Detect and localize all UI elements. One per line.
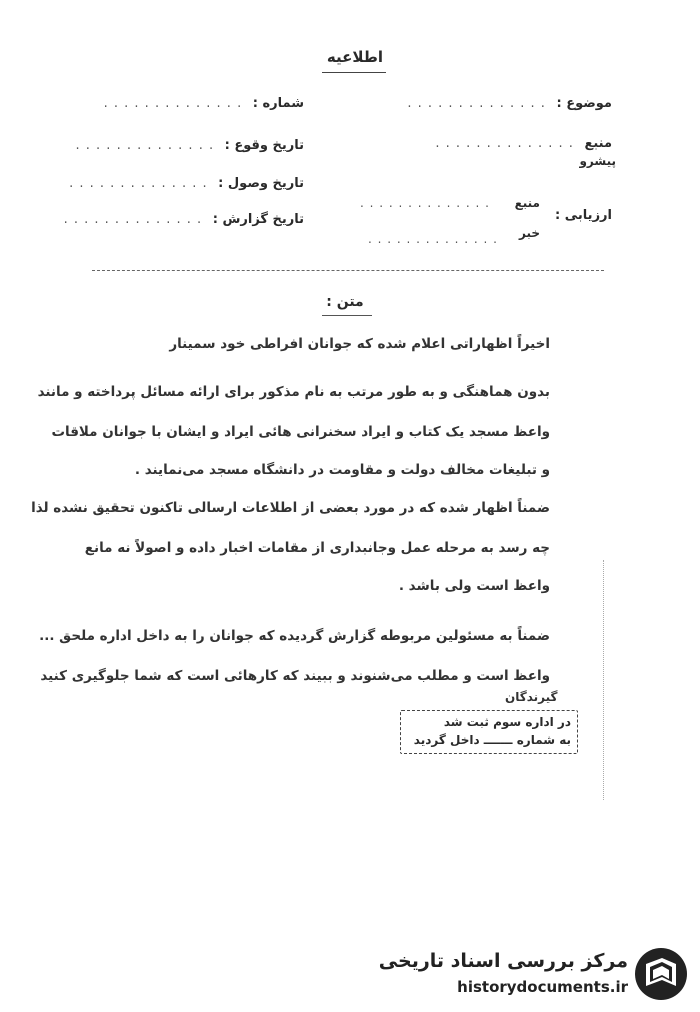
header-separator [92, 270, 604, 271]
watermark-persian-text: مرکز بررسی اسناد تاریخی [378, 950, 628, 972]
registration-stamp [400, 710, 578, 754]
body-line-3: واعظ مسجد یک کتاب و ایراد سخنرانی هائی ایراد و ایشان با جوانان ملاقات [51, 424, 550, 440]
number-label: شماره : [252, 96, 304, 111]
number-field [104, 96, 304, 111]
source-field [435, 136, 612, 151]
date-report-field [64, 212, 304, 227]
date-report-dots: . . . . . . . . . . . . . . [63, 212, 203, 227]
source-sub-label: پیشرو [579, 154, 616, 168]
date-report-label: تاریخ گزارش : [212, 212, 304, 227]
watermark-url: historydocuments.ir [457, 978, 628, 996]
source-dots: . . . . . . . . . . . . . . [435, 136, 574, 151]
evaluation-dots2: . . . . . . . . . . . . . . [368, 232, 498, 246]
subject-dots: . . . . . . . . . . . . . . [407, 96, 546, 111]
title-underline [322, 72, 386, 73]
text-heading-underline [322, 315, 372, 316]
archive-logo-icon [632, 946, 690, 1002]
date-receipt-label: تاریخ وصول : [218, 176, 304, 191]
evaluation-dots1: . . . . . . . . . . . . . . [360, 196, 490, 210]
body-line-4: و تبلیغات مخالف دولت و مقاومت در دانشگاه مسجد می‌نمایند . [134, 462, 550, 478]
subject-field [407, 96, 612, 111]
document-title: اطلاعیه [326, 48, 384, 66]
date-receipt-dots: . . . . . . . . . . . . . . [69, 176, 208, 191]
date-event-dots: . . . . . . . . . . . . . . [75, 138, 215, 153]
body-line-6: چه رسد به مرحله عمل وجانبداری از مقامات اخبار داده و اصولاً نه مانع [84, 540, 550, 556]
source-label: منبع [584, 136, 612, 151]
evaluation-sub1: منبع [514, 196, 540, 210]
handwritten-note: گیرندگان [505, 690, 558, 704]
body-line-9: واعظ است و مطلب می‌شنوند و ببیند که کارهائی است که شما جلوگیری کنید [40, 668, 550, 684]
watermark [378, 942, 690, 1006]
body-line-7: واعظ است ولی باشد . [398, 578, 550, 594]
number-dots: . . . . . . . . . . . . . . [103, 96, 243, 111]
text-heading: متن : [326, 294, 364, 310]
stamp-line-2: به شماره ـــــــ داخل گردید [413, 733, 571, 747]
evaluation-label: ارزیابی : [555, 208, 612, 223]
evaluation-field [555, 208, 612, 223]
subject-label: موضوع : [556, 96, 612, 111]
body-line-5: ضمناً اظهار شده که در مورد بعضی از اطلاعات ارسالی تاکنون تحقیق نشده لذا [31, 500, 550, 516]
evaluation-sub2: خبر [518, 226, 540, 240]
body-line-8: ضمناً به مسئولین مربوطه گزارش گردیده که جوانان را به داخل اداره ملحق ... [39, 628, 550, 644]
page-fold-edge [603, 560, 604, 800]
date-event-field [76, 138, 304, 153]
body-line-2: بدون هماهنگی و به طور مرتب به نام مذکور برای ارائه مسائل پرداخته و مانند [37, 384, 550, 400]
body-line-1: اخیراً اظهاراتی اعلام شده که جوانان افراطی خود سمینار [169, 336, 550, 352]
date-receipt-field [69, 176, 304, 191]
stamp-line-1: در اداره سوم ثبت شد [443, 715, 571, 729]
date-event-label: تاریخ وقوع : [224, 138, 304, 153]
